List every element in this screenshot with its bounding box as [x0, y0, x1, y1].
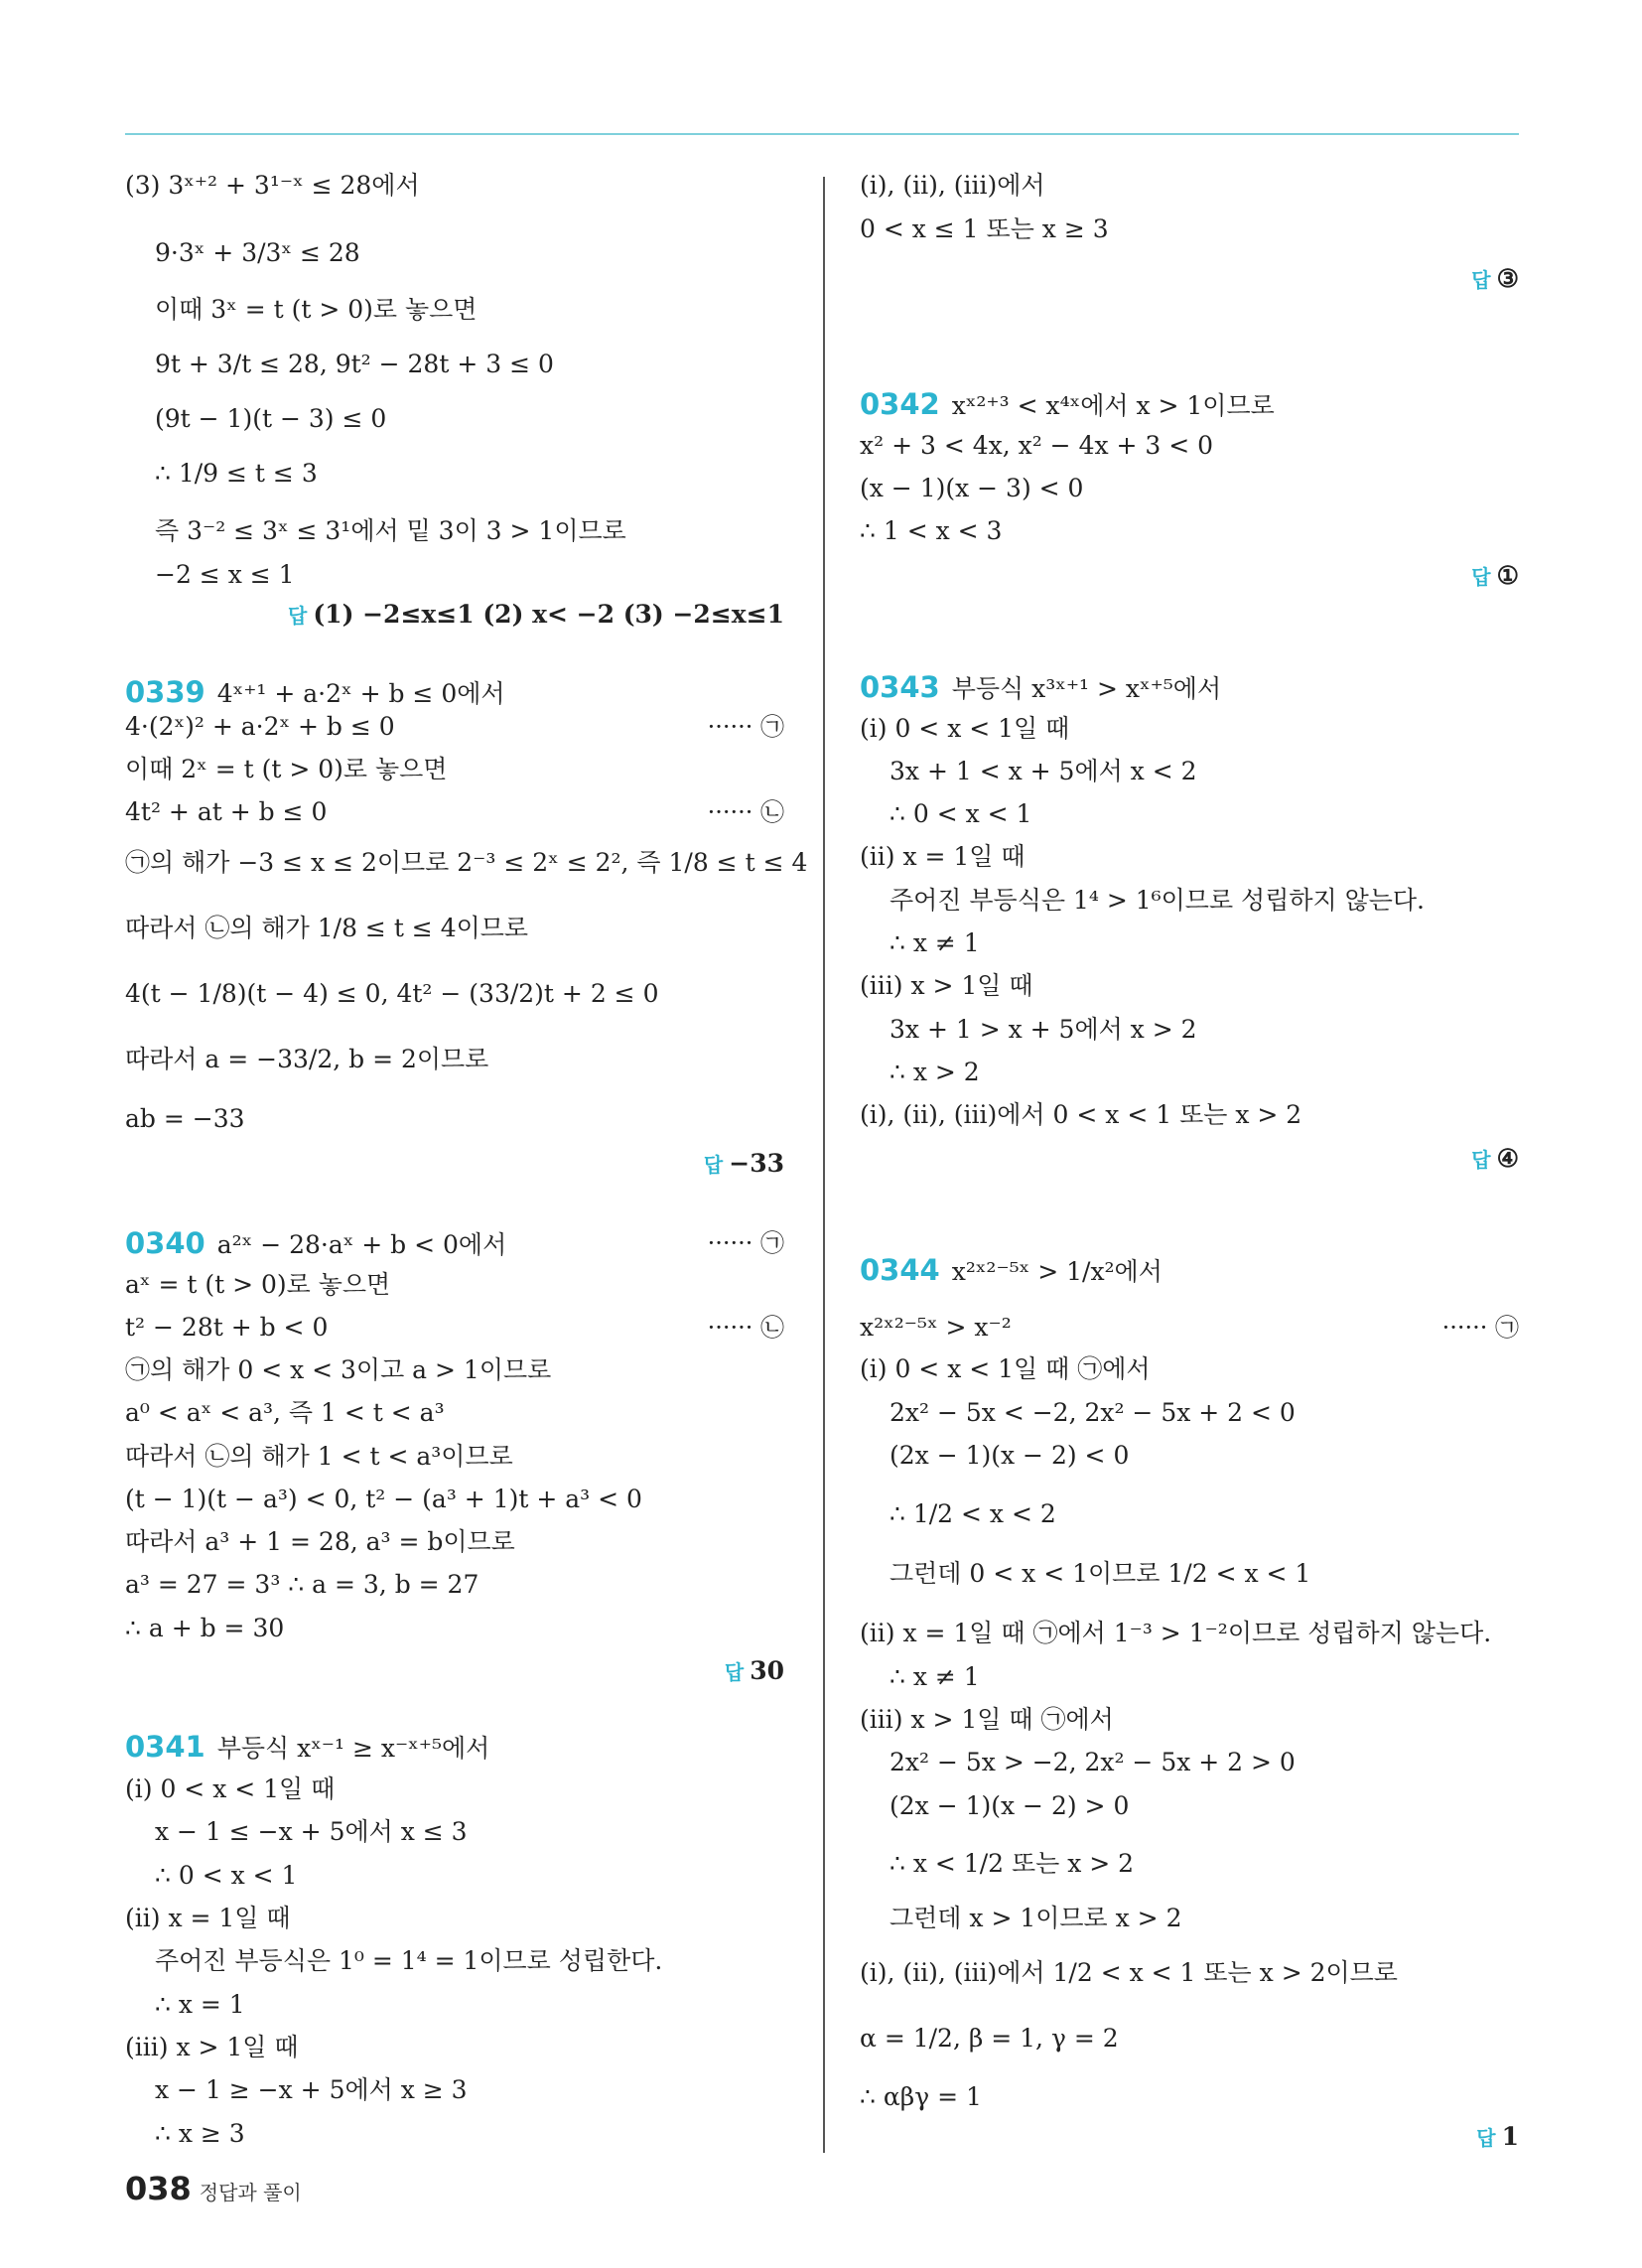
solution-line: x² + 3 < 4x, x² − 4x + 3 < 0: [860, 431, 1214, 460]
solution-line: t² − 28t + b < 0: [125, 1313, 329, 1342]
solution-line: ∴ 1/9 ≤ t ≤ 3: [155, 459, 318, 488]
solution-line: x − 1 ≥ −x + 5에서 x ≥ 3: [155, 2075, 468, 2104]
problem-0342: [860, 389, 1275, 421]
equation-marker: ······ ㉠: [707, 713, 784, 741]
solution-line: ∴ x ≠ 1: [889, 1662, 980, 1691]
answer-value: ③: [1496, 264, 1519, 293]
solution-line: (iii) x > 1일 때 ㉠에서: [860, 1705, 1114, 1734]
answer-label: 답: [1476, 2126, 1496, 2150]
header-rule: [125, 133, 1519, 135]
solution-line: aˣ = t (t > 0)로 놓으면: [125, 1270, 391, 1299]
answer: [1471, 264, 1519, 295]
answer-value: 1: [1501, 2122, 1519, 2151]
answer-label: 답: [1471, 565, 1491, 589]
answer: [1471, 561, 1519, 592]
answer-label: 답: [724, 1660, 745, 1684]
problem-number: 0344: [860, 1253, 940, 1287]
solution-line: x − 1 ≤ −x + 5에서 x ≤ 3: [155, 1817, 468, 1846]
solution-line: (ii) x = 1일 때: [125, 1904, 291, 1932]
solution-line: ∴ x ≥ 3: [155, 2119, 245, 2148]
solution-line: (iii) x > 1일 때: [860, 971, 1033, 1000]
solution-line: ∴ 1/2 < x < 2: [889, 1499, 1056, 1528]
equation-marker: ······ ㉠: [1441, 1314, 1519, 1342]
solution-line: (3) 3ˣ⁺² + 3¹⁻ˣ ≤ 28에서: [125, 171, 420, 200]
solution-line: (9t − 1)(t − 3) ≤ 0: [155, 404, 387, 433]
solution-line: (x − 1)(x − 3) < 0: [860, 474, 1084, 502]
solution-line: (ii) x = 1일 때: [860, 842, 1026, 871]
solution-line: (2x − 1)(x − 2) > 0: [889, 1791, 1130, 1820]
solution-line: 3x + 1 < x + 5에서 x < 2: [889, 757, 1197, 785]
answer-label: 답: [703, 1153, 724, 1177]
problem-text: x²ˣ²⁻⁵ˣ > 1/x²에서: [951, 1257, 1163, 1286]
problem-0344: [860, 1255, 1163, 1287]
column-divider: [823, 177, 825, 2153]
solution-line: (iii) x > 1일 때: [125, 2033, 299, 2061]
answer: [704, 1149, 784, 1180]
solution-line: 이때 2ˣ = t (t > 0)로 놓으면: [125, 755, 448, 783]
solution-line: α = 1/2, β = 1, γ = 2: [860, 2024, 1119, 2053]
answer-label: 답: [1471, 268, 1491, 292]
solution-line: (i) 0 < x < 1일 때: [125, 1774, 336, 1803]
answer-label: 답: [288, 604, 308, 628]
solution-line: 따라서 ㉡의 해가 1/8 ≤ t ≤ 4이므로: [125, 914, 529, 942]
solution-line: 주어진 부등식은 1⁴ > 1⁶이므로 성립하지 않는다.: [889, 886, 1425, 915]
equation-marker: ······ ㉡: [707, 1314, 784, 1342]
problem-0340: [125, 1228, 506, 1260]
solution-line: 9·3ˣ + 3/3ˣ ≤ 28: [155, 238, 360, 267]
solution-line: −2 ≤ x ≤ 1: [155, 560, 295, 589]
solution-line: ∴ 0 < x < 1: [155, 1861, 298, 1890]
solution-line: 0 < x ≤ 1 또는 x ≥ 3: [860, 214, 1109, 243]
problem-text: 부등식 x³ˣ⁺¹ > xˣ⁺⁵에서: [951, 674, 1222, 703]
problem-number: 0341: [125, 1730, 205, 1764]
answer: [1476, 2122, 1519, 2153]
solution-line: (i), (ii), (iii)에서: [860, 171, 1045, 200]
solution-line: (i) 0 < x < 1일 때 ㉠에서: [860, 1354, 1151, 1383]
page-number: 038: [125, 2170, 192, 2207]
equation-marker: ······ ㉠: [707, 1229, 784, 1257]
footer-label: 정답과 풀이: [199, 2181, 302, 2204]
problem-0339: [125, 677, 505, 709]
answer: [288, 600, 784, 631]
solution-line: 2x² − 5x < −2, 2x² − 5x + 2 < 0: [889, 1398, 1296, 1427]
solution-line: 3x + 1 > x + 5에서 x > 2: [889, 1015, 1197, 1044]
answer-value: ①: [1496, 561, 1519, 590]
solution-line: ∴ αβγ = 1: [860, 2082, 982, 2111]
solution-line: 즉 3⁻² ≤ 3ˣ ≤ 3¹에서 밑 3이 3 > 1이므로: [155, 516, 626, 545]
solution-line: 4t² + at + b ≤ 0: [125, 797, 328, 826]
solution-line: 4(t − 1/8)(t − 4) ≤ 0, 4t² − (33/2)t + 2 ≤ 0: [125, 979, 659, 1008]
solution-line: 4·(2ˣ)² + a·2ˣ + b ≤ 0: [125, 712, 395, 741]
solution-line: 그런데 x > 1이므로 x > 2: [889, 1904, 1182, 1932]
solution-line: a⁰ < aˣ < a³, 즉 1 < t < a³: [125, 1398, 445, 1427]
answer-value: −33: [729, 1149, 784, 1178]
solution-line: x²ˣ²⁻⁵ˣ > x⁻²: [860, 1313, 1012, 1342]
solution-line: 이때 3ˣ = t (t > 0)로 놓으면: [155, 295, 478, 324]
solution-line: 따라서 a³ + 1 = 28, a³ = b이므로: [125, 1527, 515, 1556]
problem-text: xˣ²⁺³ < x⁴ˣ에서 x > 1이므로: [951, 391, 1275, 420]
solution-line: ∴ a + b = 30: [125, 1614, 285, 1642]
solution-line: 따라서 a = −33/2, b = 2이므로: [125, 1045, 489, 1073]
solution-line: (ii) x = 1일 때 ㉠에서 1⁻³ > 1⁻²이므로 성립하지 않는다.: [860, 1619, 1492, 1647]
solution-line: ab = −33: [125, 1104, 245, 1133]
answer-value: ④: [1496, 1144, 1519, 1173]
solution-line: a³ = 27 = 3³ ∴ a = 3, b = 27: [125, 1570, 479, 1599]
solution-line: ㉠의 해가 −3 ≤ x ≤ 2이므로 2⁻³ ≤ 2ˣ ≤ 2², 즉 1/8 ≤ t ≤ 4: [125, 848, 808, 877]
solution-line: 주어진 부등식은 1⁰ = 1⁴ = 1이므로 성립한다.: [155, 1946, 663, 1975]
solution-line: ㉠의 해가 0 < x < 3이고 a > 1이므로: [125, 1355, 552, 1384]
problem-0343: [860, 672, 1221, 704]
problem-text: 4ˣ⁺¹ + a·2ˣ + b ≤ 0에서: [216, 679, 505, 708]
solution-line: (i), (ii), (iii)에서 0 < x < 1 또는 x > 2: [860, 1100, 1302, 1129]
solution-line: (2x − 1)(x − 2) < 0: [889, 1441, 1130, 1470]
solution-line: (t − 1)(t − a³) < 0, t² − (a³ + 1)t + a³ < 0: [125, 1485, 642, 1513]
answer-label: 답: [1471, 1148, 1491, 1172]
problem-0341: [125, 1732, 489, 1764]
answer: [1471, 1144, 1519, 1175]
problem-number: 0339: [125, 675, 205, 709]
solution-line: ∴ x ≠ 1: [889, 928, 980, 957]
solution-line: 따라서 ㉡의 해가 1 < t < a³이므로: [125, 1442, 513, 1471]
solution-line: (i), (ii), (iii)에서 1/2 < x < 1 또는 x > 2이므로: [860, 1958, 1398, 1987]
solution-line: ∴ 0 < x < 1: [889, 799, 1032, 828]
answer-value: (1) −2≤x≤1 (2) x< −2 (3) −2≤x≤1: [313, 600, 784, 629]
problem-number: 0340: [125, 1226, 205, 1260]
solution-line: ∴ x < 1/2 또는 x > 2: [889, 1849, 1135, 1878]
equation-marker: ······ ㉡: [707, 798, 784, 826]
solution-line: 2x² − 5x > −2, 2x² − 5x + 2 > 0: [889, 1748, 1296, 1776]
solution-line: ∴ x > 2: [889, 1058, 980, 1086]
page-footer: [125, 2170, 302, 2207]
solution-line: ∴ 1 < x < 3: [860, 516, 1003, 545]
problem-number: 0342: [860, 387, 940, 421]
problem-number: 0343: [860, 670, 940, 704]
solution-line: ∴ x = 1: [155, 1990, 245, 2019]
answer-value: 30: [750, 1656, 784, 1685]
solution-line: 9t + 3/t ≤ 28, 9t² − 28t + 3 ≤ 0: [155, 350, 554, 378]
problem-text: a²ˣ − 28·aˣ + b < 0에서: [216, 1230, 507, 1259]
solution-line: (i) 0 < x < 1일 때: [860, 714, 1070, 743]
answer: [725, 1656, 784, 1687]
solution-line: 그런데 0 < x < 1이므로 1/2 < x < 1: [889, 1559, 1311, 1588]
problem-text: 부등식 xˣ⁻¹ ≥ x⁻ˣ⁺⁵에서: [216, 1734, 490, 1763]
